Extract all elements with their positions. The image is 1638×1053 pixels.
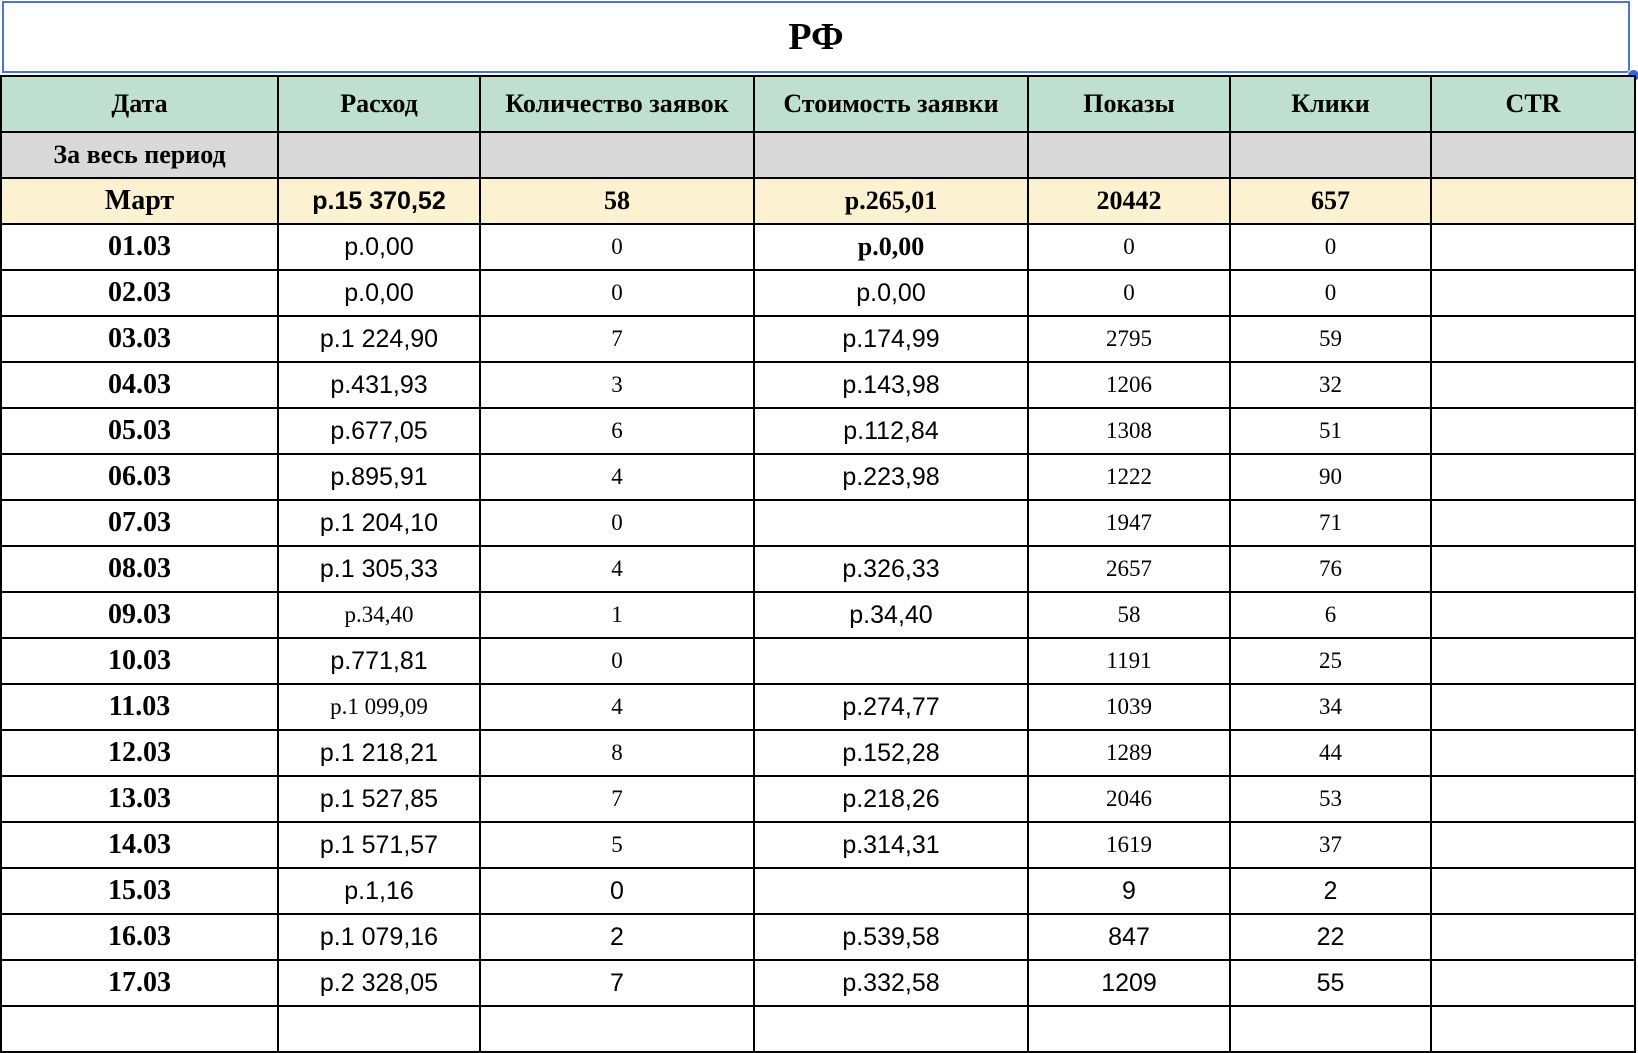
cell-cpl[interactable]: р.326,33 (754, 546, 1028, 592)
table-row (1, 776, 1635, 822)
cell-leads[interactable]: 8 (480, 730, 754, 776)
cell-cpl[interactable] (754, 638, 1028, 684)
cell-impressions[interactable]: 0 (1028, 270, 1230, 316)
cell-leads[interactable]: 0 (480, 638, 754, 684)
cell-clicks[interactable]: 71 (1230, 500, 1431, 546)
table-row (1, 1006, 1635, 1052)
cell-date[interactable]: 05.03 (1, 408, 278, 454)
period-cell[interactable] (1431, 132, 1635, 178)
cell-ctr[interactable] (1431, 684, 1635, 730)
cell-clicks[interactable]: 90 (1230, 454, 1431, 500)
cell-clicks[interactable]: 32 (1230, 362, 1431, 408)
cell-cpl[interactable]: р.34,40 (754, 592, 1028, 638)
cell-date[interactable]: 07.03 (1, 500, 278, 546)
cell-leads[interactable]: 7 (480, 776, 754, 822)
cell-spend[interactable]: р.0,00 (278, 224, 480, 270)
cell-clicks[interactable]: 22 (1230, 914, 1431, 960)
cell-impressions[interactable]: 1308 (1028, 408, 1230, 454)
cell-date[interactable]: 13.03 (1, 776, 278, 822)
cell-impressions[interactable]: 847 (1028, 914, 1230, 960)
cell-date[interactable]: 01.03 (1, 224, 278, 270)
cell-cpl[interactable]: р.143,98 (754, 362, 1028, 408)
cell-date[interactable]: 11.03 (1, 684, 278, 730)
cell-impressions[interactable]: 58 (1028, 592, 1230, 638)
cell-cpl[interactable]: р.314,31 (754, 822, 1028, 868)
cell-ctr[interactable] (1431, 914, 1635, 960)
cell-date[interactable]: 06.03 (1, 454, 278, 500)
cell-leads[interactable]: 6 (480, 408, 754, 454)
cell-impressions[interactable]: 0 (1028, 224, 1230, 270)
cell-leads[interactable]: 0 (480, 270, 754, 316)
cell-impressions[interactable]: 9 (1028, 868, 1230, 914)
cell-spend[interactable]: р.34,40 (278, 592, 480, 638)
month-clicks[interactable]: 657 (1230, 178, 1431, 224)
cell-impressions[interactable]: 2795 (1028, 316, 1230, 362)
table-row (1, 500, 1635, 546)
cell-date[interactable]: 03.03 (1, 316, 278, 362)
month-total-row (1, 178, 1635, 224)
cell-cpl[interactable]: р.223,98 (754, 454, 1028, 500)
cell-clicks[interactable]: 59 (1230, 316, 1431, 362)
cell-ctr[interactable] (1431, 868, 1635, 914)
header-row (1, 76, 1635, 132)
cell-clicks[interactable]: 44 (1230, 730, 1431, 776)
cell-leads[interactable]: 0 (480, 868, 754, 914)
cell-ctr[interactable] (1431, 822, 1635, 868)
empty-cell[interactable] (1, 1006, 278, 1052)
cell-date[interactable]: 17.03 (1, 960, 278, 1006)
cell-cpl[interactable]: р.539,58 (754, 914, 1028, 960)
table-row (1, 224, 1635, 270)
cell-leads[interactable]: 4 (480, 454, 754, 500)
cell-spend[interactable]: р.2 328,05 (278, 960, 480, 1006)
cell-leads[interactable]: 4 (480, 546, 754, 592)
month-label[interactable]: Март (1, 178, 278, 224)
period-cell[interactable] (480, 132, 754, 178)
cell-clicks[interactable]: 37 (1230, 822, 1431, 868)
cell-clicks[interactable]: 0 (1230, 270, 1431, 316)
cell-date[interactable]: 16.03 (1, 914, 278, 960)
report-table (0, 75, 1636, 1053)
cell-ctr[interactable] (1431, 638, 1635, 684)
cell-clicks[interactable]: 0 (1230, 224, 1431, 270)
cell-ctr[interactable] (1431, 500, 1635, 546)
cell-impressions[interactable]: 1039 (1028, 684, 1230, 730)
header-cpl[interactable]: Стоимость заявки (754, 76, 1028, 132)
cell-spend[interactable]: р.895,91 (278, 454, 480, 500)
cell-spend[interactable]: р.0,00 (278, 270, 480, 316)
cell-spend[interactable]: р.1 305,33 (278, 546, 480, 592)
cell-spend[interactable]: р.677,05 (278, 408, 480, 454)
cell-cpl[interactable] (754, 500, 1028, 546)
month-leads[interactable]: 58 (480, 178, 754, 224)
cell-leads[interactable]: 3 (480, 362, 754, 408)
cell-date[interactable]: 02.03 (1, 270, 278, 316)
cell-clicks[interactable]: 76 (1230, 546, 1431, 592)
table-row (1, 546, 1635, 592)
table-row (1, 270, 1635, 316)
header-ctr[interactable]: CTR (1431, 76, 1635, 132)
cell-impressions[interactable]: 1191 (1028, 638, 1230, 684)
cell-impressions[interactable]: 2046 (1028, 776, 1230, 822)
header-impressions[interactable]: Показы (1028, 76, 1230, 132)
cell-cpl[interactable]: р.152,28 (754, 730, 1028, 776)
period-row (1, 132, 1635, 178)
table-row (1, 684, 1635, 730)
cell-spend[interactable]: р.1 099,09 (278, 684, 480, 730)
cell-spend[interactable]: р.1 204,10 (278, 500, 480, 546)
table-row (1, 960, 1635, 1006)
cell-ctr[interactable] (1431, 960, 1635, 1006)
empty-cell[interactable] (278, 1006, 480, 1052)
cell-cpl[interactable]: р.174,99 (754, 316, 1028, 362)
cell-impressions[interactable]: 1289 (1028, 730, 1230, 776)
cell-date[interactable]: 04.03 (1, 362, 278, 408)
cell-cpl[interactable] (754, 868, 1028, 914)
cell-date[interactable]: 15.03 (1, 868, 278, 914)
cell-clicks[interactable]: 55 (1230, 960, 1431, 1006)
period-cell[interactable] (754, 132, 1028, 178)
table-row (1, 638, 1635, 684)
cell-spend[interactable]: р.1 224,90 (278, 316, 480, 362)
cell-clicks[interactable]: 2 (1230, 868, 1431, 914)
table-row (1, 868, 1635, 914)
cell-ctr[interactable] (1431, 546, 1635, 592)
month-impressions[interactable]: 20442 (1028, 178, 1230, 224)
cell-cpl[interactable]: р.332,58 (754, 960, 1028, 1006)
cell-clicks[interactable]: 53 (1230, 776, 1431, 822)
month-ctr[interactable] (1431, 178, 1635, 224)
cell-leads[interactable]: 0 (480, 224, 754, 270)
cell-impressions[interactable]: 1947 (1028, 500, 1230, 546)
empty-cell[interactable] (1028, 1006, 1230, 1052)
header-spend[interactable]: Расход (278, 76, 480, 132)
cell-impressions[interactable]: 1222 (1028, 454, 1230, 500)
table-row (1, 730, 1635, 776)
cell-ctr[interactable] (1431, 316, 1635, 362)
cell-ctr[interactable] (1431, 592, 1635, 638)
cell-cpl[interactable]: р.218,26 (754, 776, 1028, 822)
header-leads[interactable]: Количество заявок (480, 76, 754, 132)
cell-date[interactable]: 08.03 (1, 546, 278, 592)
month-spend[interactable]: р.15 370,52 (278, 178, 480, 224)
table-row (1, 362, 1635, 408)
empty-cell[interactable] (480, 1006, 754, 1052)
cell-leads[interactable]: 7 (480, 960, 754, 1006)
period-cell[interactable] (1230, 132, 1431, 178)
cell-date[interactable]: 14.03 (1, 822, 278, 868)
cell-cpl[interactable]: р.0,00 (754, 224, 1028, 270)
empty-cell[interactable] (1230, 1006, 1431, 1052)
cell-ctr[interactable] (1431, 776, 1635, 822)
cell-leads[interactable]: 5 (480, 822, 754, 868)
table-row (1, 822, 1635, 868)
month-cpl[interactable]: р.265,01 (754, 178, 1028, 224)
cell-leads[interactable]: 0 (480, 500, 754, 546)
table-row (1, 454, 1635, 500)
cell-spend[interactable]: р.1 218,21 (278, 730, 480, 776)
cell-clicks[interactable]: 25 (1230, 638, 1431, 684)
cell-clicks[interactable]: 34 (1230, 684, 1431, 730)
cell-ctr[interactable] (1431, 730, 1635, 776)
header-clicks[interactable]: Клики (1230, 76, 1431, 132)
cell-spend[interactable]: р.1 079,16 (278, 914, 480, 960)
cell-cpl[interactable]: р.0,00 (754, 270, 1028, 316)
cell-impressions[interactable]: 2657 (1028, 546, 1230, 592)
cell-leads[interactable]: 4 (480, 684, 754, 730)
empty-cell[interactable] (1431, 1006, 1635, 1052)
cell-date[interactable]: 10.03 (1, 638, 278, 684)
cell-date[interactable]: 12.03 (1, 730, 278, 776)
cell-impressions[interactable]: 1206 (1028, 362, 1230, 408)
period-label[interactable]: За весь период (1, 132, 278, 178)
cell-clicks[interactable]: 6 (1230, 592, 1431, 638)
cell-spend[interactable]: р.771,81 (278, 638, 480, 684)
cell-leads[interactable]: 2 (480, 914, 754, 960)
empty-cell[interactable] (754, 1006, 1028, 1052)
cell-spend[interactable]: р.1 527,85 (278, 776, 480, 822)
cell-date[interactable]: 09.03 (1, 592, 278, 638)
sheet-title-cell[interactable]: РФ (2, 1, 1630, 73)
cell-leads[interactable]: 7 (480, 316, 754, 362)
cell-ctr[interactable] (1431, 270, 1635, 316)
cell-ctr[interactable] (1431, 454, 1635, 500)
cell-impressions[interactable]: 1209 (1028, 960, 1230, 1006)
cell-leads[interactable]: 1 (480, 592, 754, 638)
table-row (1, 316, 1635, 362)
cell-cpl[interactable]: р.274,77 (754, 684, 1028, 730)
cell-cpl[interactable]: р.112,84 (754, 408, 1028, 454)
cell-clicks[interactable]: 51 (1230, 408, 1431, 454)
table-row (1, 592, 1635, 638)
cell-spend[interactable]: р.1,16 (278, 868, 480, 914)
period-cell[interactable] (1028, 132, 1230, 178)
cell-spend[interactable]: р.431,93 (278, 362, 480, 408)
table-row (1, 914, 1635, 960)
header-date[interactable]: Дата (1, 76, 278, 132)
cell-ctr[interactable] (1431, 362, 1635, 408)
cell-spend[interactable]: р.1 571,57 (278, 822, 480, 868)
table-row (1, 408, 1635, 454)
period-cell[interactable] (278, 132, 480, 178)
cell-ctr[interactable] (1431, 408, 1635, 454)
cell-impressions[interactable]: 1619 (1028, 822, 1230, 868)
cell-ctr[interactable] (1431, 224, 1635, 270)
